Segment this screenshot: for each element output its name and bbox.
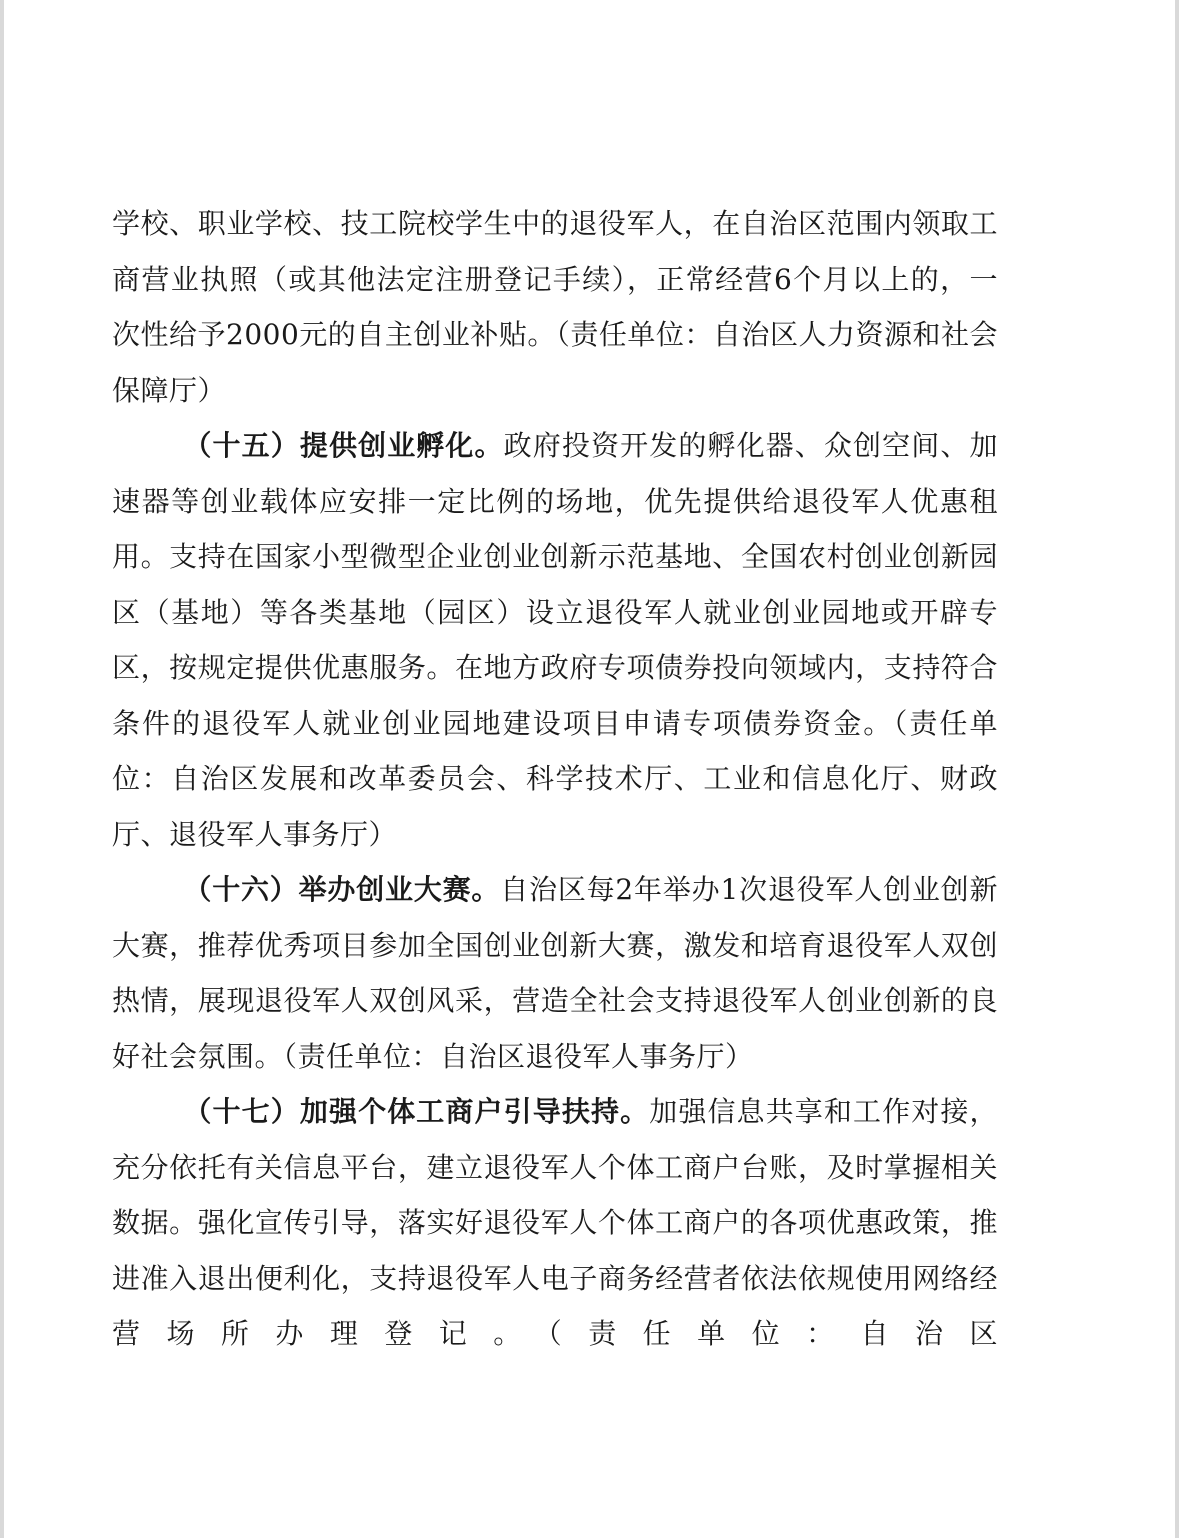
document-page: [112, 196, 998, 1362]
paragraph-text: 学校、职业学校、技工院校学生中的退役军人，在自治区范围内领取工商营业执照（或其他法定注册登记手续），正常经营6个月以上的，一次性给予2000元的自主创业补贴。（责任单位：自治区人力资源和社会保障厅）: [112, 207, 998, 407]
section-heading-16: （十六）举办创业大赛。: [183, 873, 501, 906]
page-border-left: [0, 0, 4, 1538]
paragraph-text: 政府投资开发的孵化器、众创空间、加速器等创业载体应安排一定比例的场地，优先提供给退役军人优惠租用。支持在国家小型微型企业创业创新示范基地、全国农村创业创新园区（基地）等各类基地（园区）设立退役军人就业创业园地或开辟专区，按规定提供优惠服务。在地方政府专项债券投向领域内，支持符合条件的退役军人就业创业园地建设项目申请专项债券资金。（责任单位：自治区发展和改革委员会、科学技术厅、工业和信息化厅、财政厅、退役军人事务厅）: [112, 429, 998, 851]
paragraph-section-16: [112, 862, 998, 1084]
paragraph-text: 加强信息共享和工作对接，充分依托有关信息平台，建立退役军人个体工商户台账，及时掌握相关数据。强化宣传引导，落实好退役军人个体工商户的各项优惠政策，推进准入退出便利化，支持退役军人电子商务经营者依法依规使用网络经营场所办理登记。（责任单位：自治区: [112, 1095, 998, 1350]
paragraph-section-17: [112, 1084, 998, 1362]
page-border-right: [1175, 0, 1179, 1538]
section-heading-15: （十五）提供创业孵化。: [183, 429, 504, 462]
paragraph-text: 自治区每2年举办1次退役军人创业创新大赛，推荐优秀项目参加全国创业创新大赛，激发和培育退役军人双创热情，展现退役军人双创风采，营造全社会支持退役军人创业创新的良好社会氛围。（责任单位：自治区退役军人事务厅）: [112, 873, 998, 1073]
paragraph-subsidy-continuation: [112, 196, 998, 418]
paragraph-section-15: [112, 418, 998, 862]
section-heading-17: （十七）加强个体工商户引导扶持。: [183, 1095, 650, 1128]
